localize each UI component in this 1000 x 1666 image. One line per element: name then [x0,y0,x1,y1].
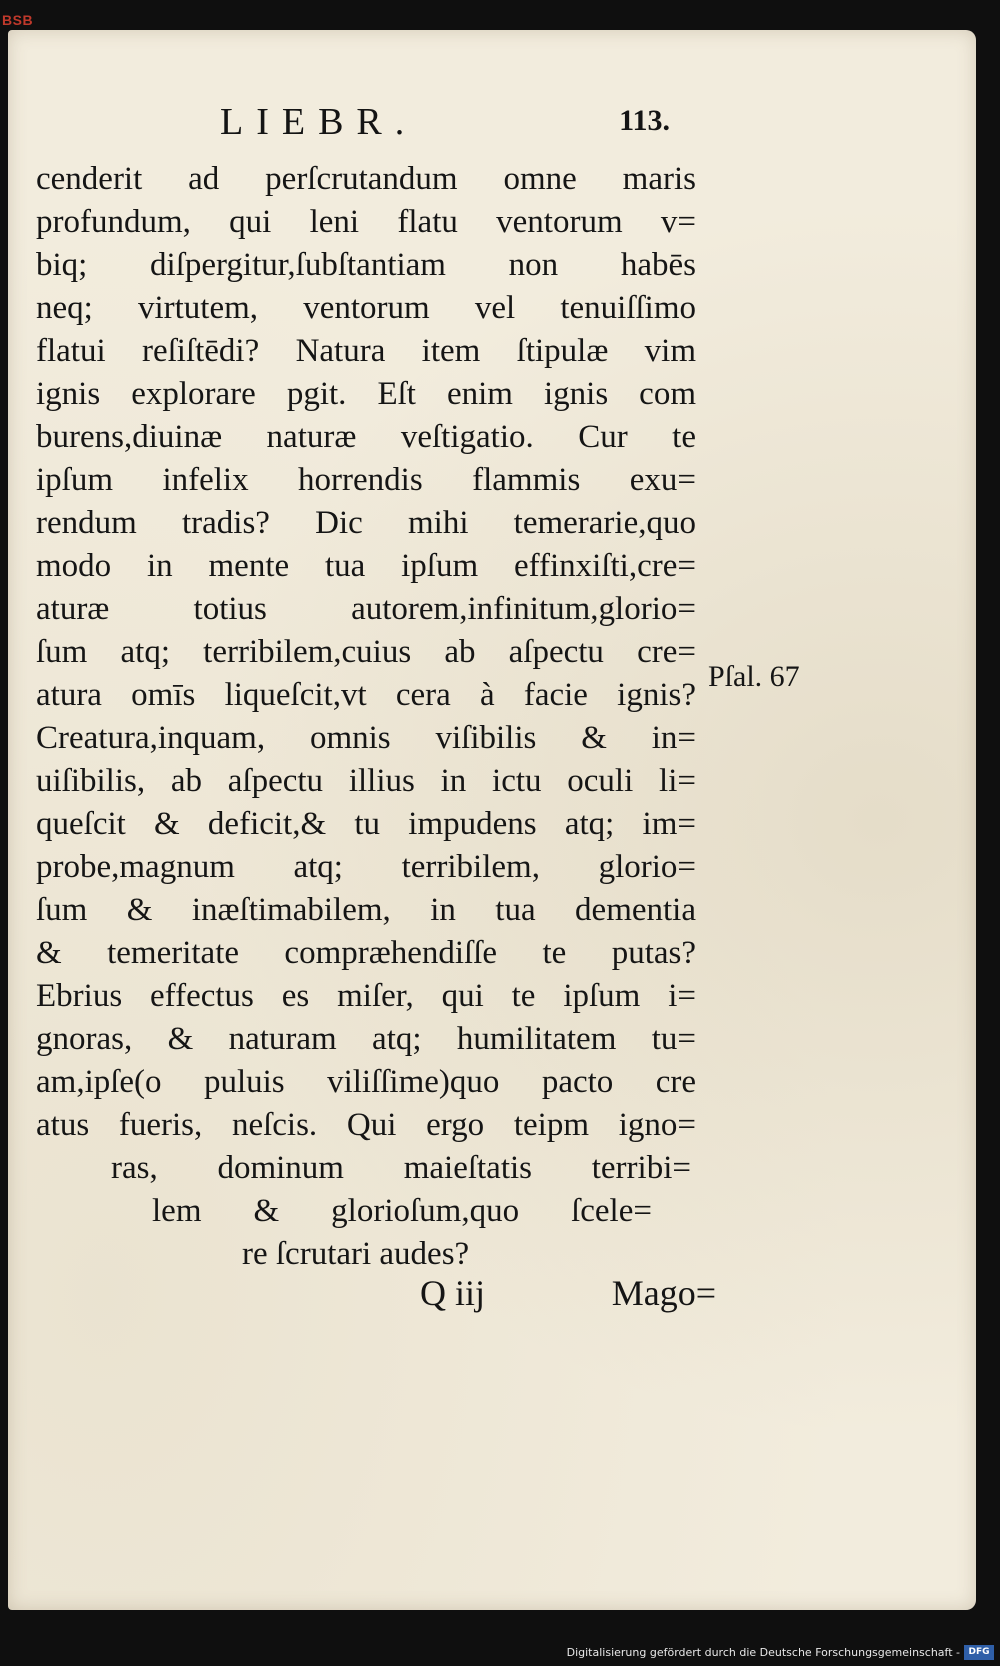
page-foot [386,1272,716,1322]
text-line: probe,magnum atq; terribilem, glorio= [36,849,696,885]
text-line: atus fueris, neſcis. Qui ergo teipm igno= [36,1107,696,1143]
text-line: biq; diſpergitur,ſubſtantiam non habēs [36,247,696,283]
funding-credit: Digitalisierung gefördert durch die Deutsche Forschungsgemeinschaft - [566,1646,960,1659]
signature-mark: Q iij [420,1273,486,1313]
text-line: gnoras, & naturam atq; humilitatem tu= [36,1021,696,1057]
text-line: queſcit & deficit,& tu impudens atq; im= [36,806,696,842]
text-line: lem & glorioſum,quo ſcele= [152,1193,652,1229]
dfg-logo: DFG [964,1645,994,1660]
text-line: flatui reſiſtēdi? Natura item ſtipulæ vim [36,333,696,369]
text-line: Ebrius effectus es miſer, qui te ipſum i= [36,978,696,1014]
page-number: 113. [619,104,670,137]
text-line: Creatura,inquam, omnis viſibilis & in= [36,720,696,756]
body-text [36,158,696,1276]
text-line: profundum, qui leni flatu ventorum v= [36,204,696,240]
page-header [220,100,670,144]
text-line: uiſibilis, ab aſpectu illius in ictu oculi li= [36,763,696,799]
text-line: ſum atq; terribilem,cuius ab aſpectu cre= [36,634,696,670]
text-line: atura omīs liqueſcit,vt cera à facie ignis? [36,677,696,713]
library-watermark: BSB [2,12,34,28]
text-line: ipſum infelix horrendis flammis exu= [36,462,696,498]
text-line: burens,diuinæ naturæ veſtigatio. Cur te [36,419,696,455]
text-line: & temeritate compræhendiſſe te putas? [36,935,696,971]
catchword: Mago= [611,1273,716,1313]
text-line: cenderit ad perſcrutandum omne maris [36,161,696,197]
text-line: ignis explorare pgit. Eſt enim ignis com [36,376,696,412]
text-line: re ſcrutari audes? [242,1236,470,1272]
marginal-note: Pſal. 67 [708,660,800,693]
text-line: ſum & inæſtimabilem, in tua dementia [36,892,696,928]
text-line: neq; virtutem, ventorum vel tenuiſſimo [36,290,696,326]
running-head: LIEBR. [220,101,418,143]
footer-bar [0,1640,1000,1666]
text-line: aturæ totius autorem,infinitum,glorio= [36,591,696,627]
text-line: ras, dominum maieſtatis terribi= [111,1150,691,1186]
text-line: rendum tradis? Dic mihi temerarie,quo [36,505,696,541]
text-line: modo in mente tua ipſum effinxiſti,cre= [36,548,696,584]
text-line: am,ipſe(o puluis viliſſime)quo pacto cre [36,1064,696,1100]
